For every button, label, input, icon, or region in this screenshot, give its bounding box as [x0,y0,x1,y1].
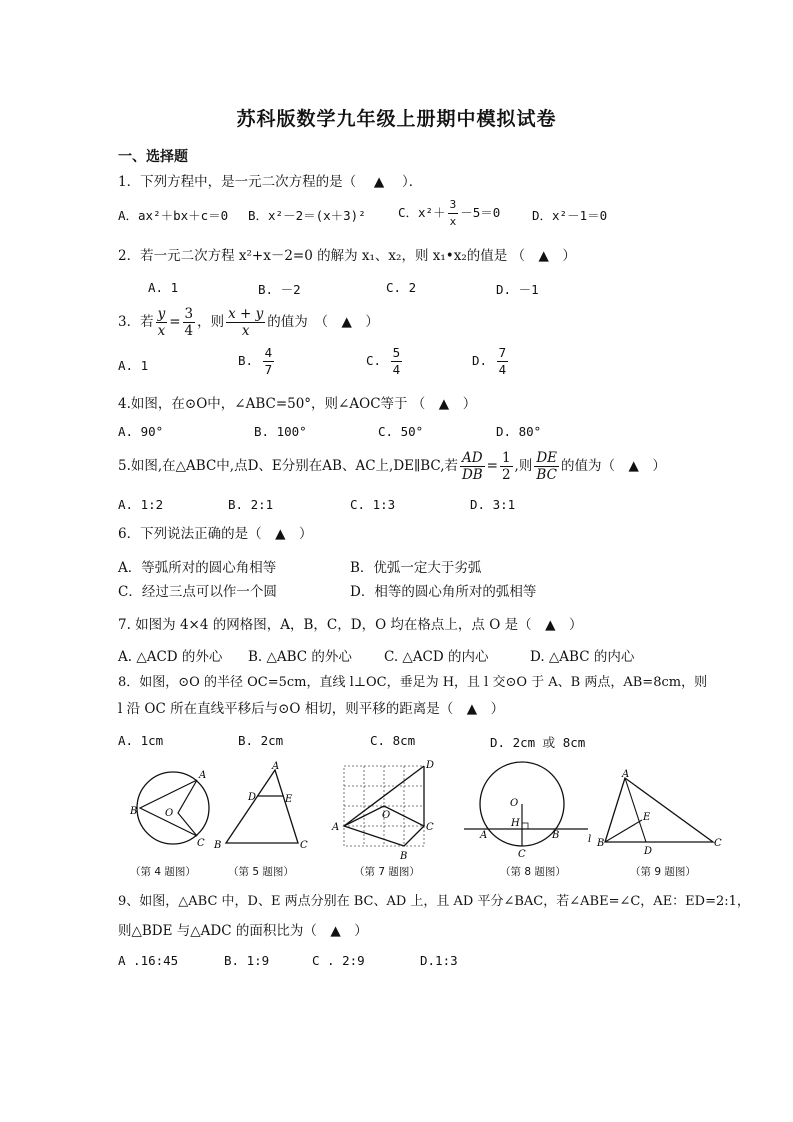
q8-option-a: A. 1cm [118,733,164,748]
fig5-label-c: C [300,840,308,851]
fig7-label-b: B [400,851,408,862]
caption-fig-5: （第 5 题图） [228,866,294,878]
question-2-stem: 2．若一元二次方程 x²+x－2=0 的解为 x₁、x₂，则 x₁•x₂的值是 （ ▲ ） [118,248,576,264]
q3-d-denominator: 4 [498,362,507,377]
q2-option-b: B. －2 [258,282,301,297]
q3-b-fraction [263,345,275,378]
q5-f2-denominator: 2 [501,467,511,483]
q3-mid: ，则 [197,314,225,330]
figure-4 [129,770,209,849]
q5-option-a: A. 1:2 [118,497,164,512]
q3-fraction-3-4 [183,306,196,339]
fig8-label-a: A [480,830,488,841]
q3-f3-denominator: x [241,323,250,339]
fig7-label-d: D [426,760,435,771]
question-3-stem [118,306,379,339]
fig9-label-a: A [622,769,630,780]
page-title: 苏科版数学九年级上册期中模拟试卷 [236,108,557,130]
fig8-label-o: O [510,798,519,809]
q3-equals: = [169,314,181,330]
q8-option-d: D. 2cm 或 8cm [490,735,586,750]
q1-option-c-prefix: C．x²＋ [398,205,446,220]
q8-option-c: C. 8cm [370,733,416,748]
q4-option-c: C. 50° [378,424,424,439]
fig4-label-o: O [165,808,174,819]
q2-option-d: D. －1 [496,282,539,297]
q1-option-a: A．ax²＋bx＋c＝0 [118,208,229,223]
figure-8 [464,762,591,860]
question-7-stem: 7. 如图为 4×4 的网格图，A，B，C，D，O 均在格点上，点 O 是（ ▲ ） [118,617,583,633]
q3-option-b [238,345,276,378]
q1-option-b: B．x²－2＝(x＋3)² [248,208,366,223]
q3-fraction-y-over-x [156,306,168,339]
q5-f2-numerator: 1 [501,450,511,466]
question-6-stem: 6．下列说法正确的是（ ▲ ） [118,526,313,542]
figure-9 [596,769,722,857]
fig5-triangle [226,770,298,843]
q1-option-c-suffix: －5＝0 [460,205,501,220]
q3-f2-numerator: 3 [184,306,194,322]
q3-b-denominator: 7 [264,362,273,377]
q5-option-b: B. 2:1 [228,497,274,512]
fig9-line-ad [625,778,646,842]
q6-option-b: B．优弧一定大于劣弧 [350,560,482,576]
q6-option-a: A．等弧所对的圆心角相等 [118,560,277,576]
q5-option-c: C. 1:3 [350,497,396,512]
q3-c-numerator: 5 [392,345,401,360]
fig8-label-l: l [588,834,592,845]
figure-5 [213,761,308,851]
q3-f1-denominator: x [157,323,166,339]
q3-d-numerator: 7 [498,345,507,360]
q7-option-c: C. △ACD 的内心 [384,649,489,665]
question-1-stem: 1．下列方程中，是一元二次方程的是（ ▲ ）． [118,174,423,190]
q3-f2-denominator: 4 [184,323,194,339]
fig4-label-a: A [199,770,207,781]
q1-c-fraction [448,197,459,230]
q4-option-d: D. 80° [496,424,542,439]
figure-7 [331,760,434,862]
q5-fraction-1-2 [500,450,513,483]
q1-c-denominator: x [449,215,457,228]
q1-c-numerator: 3 [448,197,459,214]
q3-option-a: A. 1 [118,358,149,373]
q3-f1-numerator: y [157,306,166,322]
question-9-line-1: 9、如图，△ABC 中，D、E 两点分别在 BC、AD 上，且 AD 平分∠BAC，若∠ABE=∠C，AE：ED=2:1， [118,894,750,909]
q1-option-d: D．x²－1＝0 [532,208,608,223]
fig9-label-b: B [597,838,605,849]
fig5-label-e: E [285,794,293,805]
question-8-line-2: l 沿 OC 所在直线平移后与⊙O 相切，则平移的距离是（ ▲ ） [118,701,505,717]
q4-option-a: A. 90° [118,424,164,439]
q5-equals: = [486,458,498,474]
fig8-right-angle [522,823,528,829]
q3-d-fraction [497,345,509,378]
q3-suffix: 的值为 （ ▲ ） [267,314,379,330]
q9-option-a: A .16:45 [118,953,179,968]
q5-option-d: D. 3:1 [470,497,516,512]
q3-option-c [366,345,404,378]
q2-option-a: A. 1 [148,280,179,295]
fig4-label-b: B [130,806,138,817]
q1-option-c [398,197,500,230]
q5-mid: ,则 [514,458,533,474]
fig7-label-c: C [426,822,434,833]
q3-option-c-prefix: C. [366,353,382,368]
q3-option-d [472,345,510,378]
q5-f1-denominator: DB [461,467,483,483]
q5-f3-denominator: BC [536,467,557,483]
caption-fig-4: （第 4 题图） [130,866,196,878]
q3-b-numerator: 4 [264,345,273,360]
caption-fig-7: （第 7 题图） [354,866,420,878]
fig5-label-b: B [214,840,222,851]
q8-option-b: B. 2cm [238,733,284,748]
fig9-label-c: C [714,838,722,849]
q7-option-b: B. △ABC 的外心 [248,649,352,665]
fig5-label-d: D [248,792,257,803]
section-heading: 一、选择题 [118,149,188,165]
q6-option-d: D．相等的圆心角所对的弧相等 [350,584,537,600]
q3-prefix: 3．若 [118,314,154,330]
figures-row [118,758,728,863]
q5-prefix: 5.如图,在△ABC中,点D、E分别在AB、AC上,DE∥BC,若 [118,458,459,474]
fig8-label-h: H [511,818,520,829]
fig9-label-e: E [643,812,651,823]
q7-option-d: D. △ABC 的内心 [530,649,635,665]
question-5-stem [118,450,666,483]
q9-option-d: D.1:3 [420,953,458,968]
fig5-label-a: A [272,761,280,772]
q3-f3-numerator: x + y [228,306,264,322]
q4-option-b: B. 100° [254,424,307,439]
q5-f1-numerator: AD [462,450,483,466]
q9-option-c: C . 2:9 [312,953,365,968]
q5-f3-numerator: DE [536,450,558,466]
q3-c-fraction [391,345,403,378]
q3-option-b-prefix: B. [238,353,254,368]
q6-option-c: C．经过三点可以作一个圆 [118,584,277,600]
fig8-label-c: C [518,849,526,860]
q9-option-b: B. 1:9 [224,953,270,968]
q2-option-c: C. 2 [386,280,417,295]
q5-suffix: 的值为（ ▲ ） [561,458,666,474]
q3-c-denominator: 4 [392,362,401,377]
fig8-label-b: B [552,830,560,841]
q3-option-d-prefix: D. [472,353,488,368]
caption-fig-8: （第 8 题图） [500,866,566,878]
question-4-stem: 4.如图，在⊙O中，∠ABC=50°，则∠AOC等于 （ ▲ ） [118,396,477,412]
caption-fig-9: （第 9 题图） [630,866,696,878]
fig7-label-a: A [332,822,340,833]
question-9-line-2: 则△BDE 与△ADC 的面积比为（ ▲ ） [118,923,368,939]
q5-fraction-ad-db [460,450,485,483]
fig9-label-d: D [644,846,653,857]
q5-fraction-de-bc [534,450,559,483]
q7-option-a: A. △ACD 的外心 [118,649,223,665]
fig7-label-o: O [382,810,391,821]
q3-fraction-xy-over-x [226,306,265,339]
question-8-line-1: 8．如图，⊙O 的半径 OC=5cm，直线 l⊥OC，垂足为 H，且 l 交⊙O 于 A、B 两点，AB=8cm，则 [118,675,708,690]
fig4-label-c: C [197,838,205,849]
